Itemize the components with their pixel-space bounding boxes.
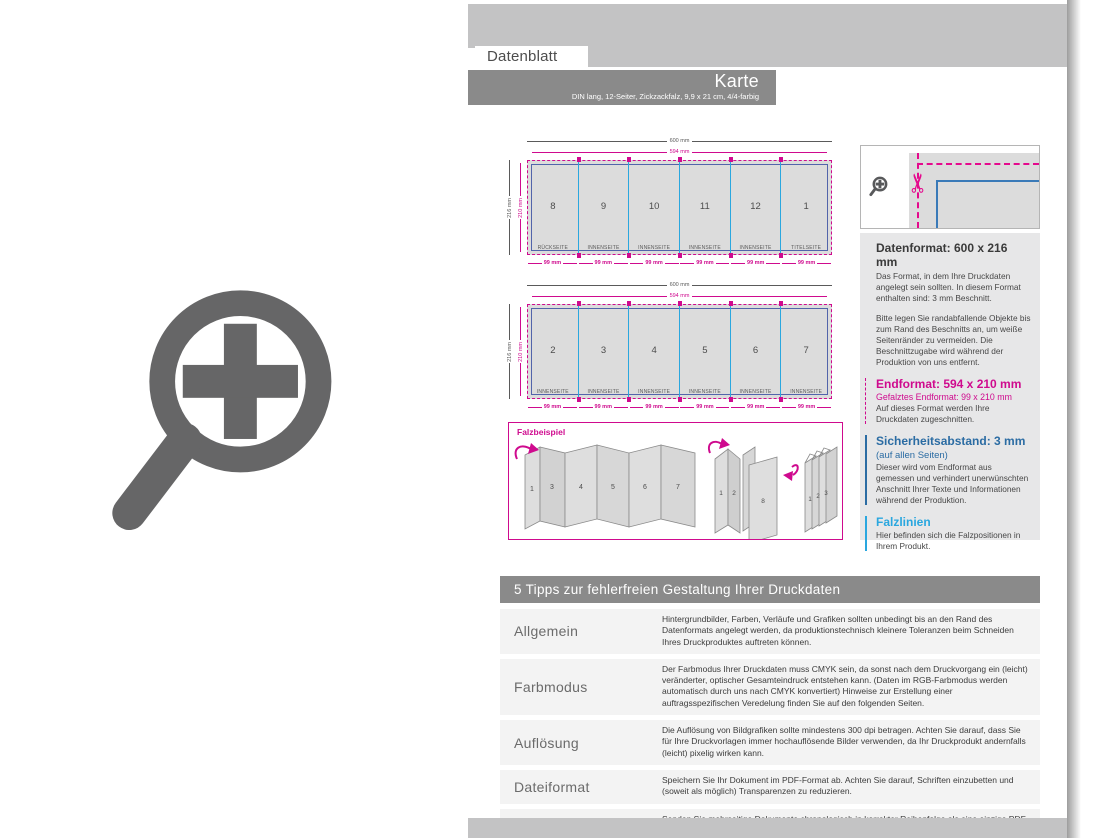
tip-text: Speichern Sie Ihr Dokument im PDF-Format ab. Achten Sie darauf, Schriften einzubetten und (soweit als möglich) Transparenzen zu reduzieren. bbox=[662, 774, 1014, 797]
page-panel bbox=[680, 161, 731, 254]
svg-text:1: 1 bbox=[808, 497, 812, 503]
bleed-note-section bbox=[876, 313, 1032, 368]
dimension-end-width: 594 mm bbox=[532, 293, 827, 300]
bleed-line-horizontal bbox=[917, 163, 1039, 165]
svg-text:3: 3 bbox=[550, 484, 554, 491]
dimension-data-height: 216 mm bbox=[505, 160, 514, 255]
tip-label: Dateiformat bbox=[514, 778, 590, 795]
page-number: 6 bbox=[752, 345, 759, 356]
dimension-end-height: 210 mm bbox=[516, 163, 525, 252]
sicherheitsabstand-subtitle: (auf allen Seiten) bbox=[876, 449, 948, 461]
scissors-icon: ✂ bbox=[902, 172, 933, 194]
endformat-text: Auf dieses Format werden Ihre Druckdaten zugeschnitten. bbox=[876, 403, 990, 425]
page-number: 11 bbox=[699, 201, 710, 212]
page-label: INNENSEITE bbox=[638, 245, 671, 251]
page-panel bbox=[781, 305, 831, 398]
imposition-diagram-back bbox=[505, 282, 840, 416]
page-number: 12 bbox=[750, 201, 761, 212]
page-panel bbox=[579, 305, 630, 398]
svg-text:1: 1 bbox=[530, 486, 534, 493]
svg-text:2: 2 bbox=[816, 494, 820, 500]
page-number: 3 bbox=[600, 345, 607, 356]
top-gray-band bbox=[468, 4, 1067, 48]
page-panel bbox=[528, 305, 579, 398]
tip-label: Farbmodus bbox=[514, 678, 588, 695]
page-panel bbox=[579, 161, 630, 254]
table-row bbox=[500, 659, 1040, 715]
page-panel bbox=[731, 305, 782, 398]
dimension-end-height: 210 mm bbox=[516, 307, 525, 396]
page-panel bbox=[528, 161, 579, 254]
falzlinien-text: Hier befinden sich die Falzpositionen in Ihrem Produkt. bbox=[876, 530, 1021, 552]
page-label: INNENSEITE bbox=[638, 389, 671, 395]
datenformat-text: Das Format, in dem Ihre Druckdaten angelegt sein sollten. In diesem Format enthalten sind: 3 mm Beschnitt. bbox=[876, 270, 1021, 303]
top-gray-band-extension bbox=[588, 48, 1067, 67]
safety-line-horizontal bbox=[936, 180, 1039, 182]
svg-text:6: 6 bbox=[643, 484, 647, 491]
page-edge-shadow bbox=[1067, 0, 1081, 838]
endformat-subtitle: Gefalztes Endformat: 99 x 210 mm bbox=[876, 392, 1012, 403]
imposition-diagram-front bbox=[505, 138, 840, 272]
datenblatt-tab-label: Datenblatt bbox=[487, 48, 558, 65]
safety-line-vertical bbox=[936, 180, 938, 228]
print-sheet-front bbox=[527, 160, 832, 255]
page-label: INNENSEITE bbox=[739, 389, 772, 395]
endformat-section bbox=[876, 377, 1032, 425]
page-subtitle: DIN lang, 12-Seiter, Zickzackfalz, 9,9 x 21 cm, 4/4-farbig bbox=[571, 92, 759, 101]
table-row bbox=[500, 609, 1040, 654]
tips-header: 5 Tipps zur fehlerfreien Gestaltung Ihrer Druckdaten bbox=[500, 576, 1040, 603]
tip-label: Auflösung bbox=[514, 734, 579, 751]
bleed-note-text: Bitte legen Sie randabfallende Objekte bis zum Rand des Beschnitts an, um weiße Seitenränder zu vermeiden. Die Beschnittzugabe wird während der Produktion von uns entfernt. bbox=[876, 312, 1031, 367]
page-number: 4 bbox=[651, 345, 657, 356]
tip-label: Allgemein bbox=[514, 623, 579, 640]
table-row bbox=[500, 720, 1040, 765]
page-number: 7 bbox=[803, 345, 809, 356]
datenformat-section bbox=[876, 241, 1032, 304]
datasheet-page bbox=[468, 0, 1067, 838]
format-info-panel bbox=[860, 233, 1040, 552]
page-number: 8 bbox=[550, 201, 556, 212]
dimension-end-width: 594 mm bbox=[532, 149, 827, 156]
datenblatt-tab bbox=[475, 46, 588, 67]
title-bar bbox=[468, 70, 776, 105]
page-number: 9 bbox=[600, 201, 607, 212]
page-number: 1 bbox=[803, 201, 809, 212]
tips-table bbox=[500, 576, 1040, 838]
table-row bbox=[500, 770, 1040, 804]
dimension-data-height: 216 mm bbox=[505, 304, 514, 399]
svg-text:3: 3 bbox=[824, 491, 828, 497]
svg-text:4: 4 bbox=[579, 484, 583, 491]
page-label: INNENSEITE bbox=[688, 389, 721, 395]
page-number: 2 bbox=[550, 345, 556, 356]
page-panel bbox=[781, 161, 831, 254]
page-number: 10 bbox=[648, 201, 660, 212]
fold-example-illustration bbox=[509, 423, 842, 539]
svg-text:8: 8 bbox=[761, 498, 765, 505]
falzlinien-section bbox=[876, 515, 1032, 552]
format-legend-illustration bbox=[860, 145, 1040, 229]
dimension-data-width: 600 mm bbox=[527, 138, 832, 145]
tip-text: Der Farbmodus Ihrer Druckdaten muss CMYK sein, da sonst nach dem Druckvorgang ein (leicht) veränderter, optischer Gesamteindruck entstehen kann. (Daten im RGB-Farbmodus werden automatisch durch uns nach CMYK konvertiert) Hinweise zur Erstellung einer auftragsspezifischen Veredelung finden Sie auf den folgenden Seiten. bbox=[662, 663, 1028, 708]
page-label: INNENSEITE bbox=[536, 389, 569, 395]
sicherheitsabstand-text: Dieser wird vom Endformat aus gemessen und verhindert unerwünschten Anschnitt Ihrer Texte und Informationen während der Produktion. bbox=[876, 461, 1029, 505]
page-label: INNENSEITE bbox=[790, 389, 823, 395]
magnifier-plus-icon bbox=[867, 174, 891, 198]
sicherheitsabstand-section bbox=[876, 434, 1032, 505]
falzlinien-title: Falzlinien bbox=[876, 514, 931, 529]
page-label: RÜCKSEITE bbox=[537, 245, 569, 251]
panel-width-dimensions: 99 mm 99 mm 99 mm 99 mm 99 mm 99 mm bbox=[527, 260, 832, 267]
page-panel bbox=[680, 305, 731, 398]
svg-text:5: 5 bbox=[611, 484, 615, 491]
sicherheitsabstand-title: Sicherheitsabstand: 3 mm bbox=[876, 434, 1026, 449]
page-label: INNENSEITE bbox=[587, 245, 620, 251]
fold-example-label: Falzbeispiel bbox=[517, 427, 566, 437]
page-panel bbox=[629, 161, 680, 254]
page-label: INNENSEITE bbox=[739, 245, 772, 251]
bottom-gray-band bbox=[468, 818, 1067, 838]
print-sheet-back bbox=[527, 304, 832, 399]
panel-width-dimensions: 99 mm 99 mm 99 mm 99 mm 99 mm 99 mm bbox=[527, 404, 832, 411]
page-title: Karte bbox=[714, 71, 759, 91]
page-number: 5 bbox=[702, 345, 708, 356]
fold-example-box bbox=[508, 422, 843, 540]
page-label: INNENSEITE bbox=[688, 245, 721, 251]
dimension-data-width: 600 mm bbox=[527, 282, 832, 289]
tip-text: Hintergrundbilder, Farben, Verläufe und Grafiken sollten unbedingt bis an den Rand des Datenformats angelegt werden, da produktionstechnisch kleinere Toleranzen beim Schneiden Ihres Druckproduktes auftreten können. bbox=[662, 614, 1014, 647]
endformat-title: Endformat: 594 x 210 mm bbox=[876, 377, 1022, 392]
page-label: INNENSEITE bbox=[587, 389, 620, 395]
svg-text:7: 7 bbox=[676, 484, 680, 491]
svg-text:2: 2 bbox=[732, 490, 736, 497]
datenformat-title: Datenformat: 600 x 216 mm bbox=[876, 241, 1008, 270]
page-panel bbox=[629, 305, 680, 398]
tip-text: Die Auflösung von Bildgrafiken sollte mindestens 300 dpi betragen. Achten Sie darauf, dass Sie für Ihre Druckvorlagen immer hochauflösende Bilder verwenden, da Ihr Druckprodukt andernfalls (leicht) pixelig wirken kann. bbox=[662, 725, 1026, 758]
svg-text:1: 1 bbox=[719, 490, 723, 497]
zoom-in-icon[interactable] bbox=[98, 260, 356, 548]
page-label: TITELSEITE bbox=[791, 245, 822, 251]
page-panel bbox=[731, 161, 782, 254]
